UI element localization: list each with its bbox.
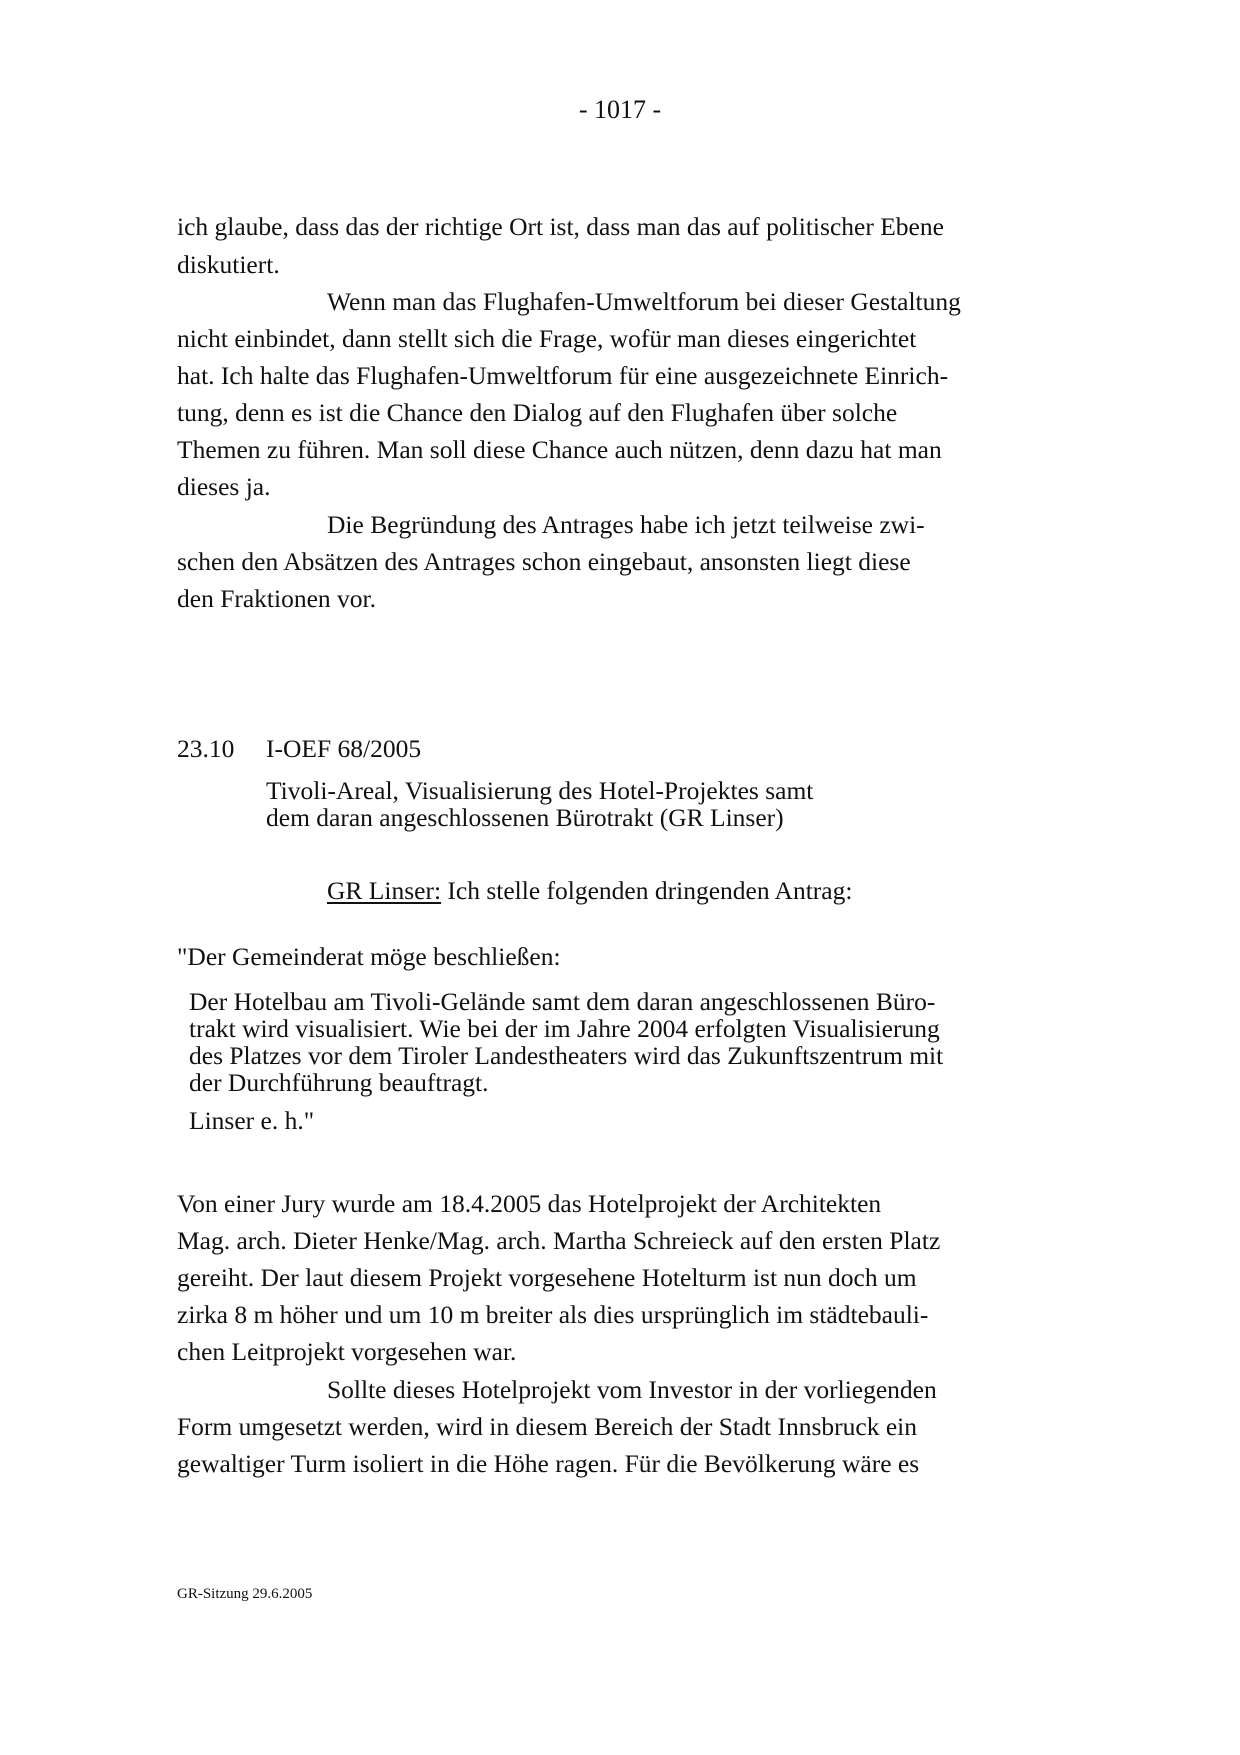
speaker-line [327,876,852,906]
agenda-item-number: 23.10 [177,734,235,763]
motion-line: der Durchführung beauftragt. [189,1068,489,1097]
text-line: dieses ja. [177,472,271,501]
text-line: Themen zu führen. Man soll diese Chance auch nützen, denn dazu hat man [177,435,942,464]
motion-signature: Linser e. h." [189,1106,315,1135]
page-footer: GR-Sitzung 29.6.2005 [177,1586,313,1602]
motion-line: trakt wird visualisiert. Wie bei der im Jahre 2004 erfolgten Visualisierung [189,1014,940,1043]
text-line: zirka 8 m höher und um 10 m breiter als dies ursprünglich im städtebauli- [177,1300,929,1329]
text-line: schen den Absätzen des Antrages schon eingebaut, ansonsten liegt diese [177,547,911,576]
text-line: Wenn man das Flughafen-Umweltforum bei dieser Gestaltung [327,287,961,316]
text-line: ich glaube, dass das der richtige Ort ist, dass man das auf politischer Ebene [177,212,944,241]
text-line: gewaltiger Turm isoliert in die Höhe ragen. Für die Bevölkerung wäre es [177,1449,920,1478]
motion-line: des Platzes vor dem Tiroler Landestheaters wird das Zukunftszentrum mit [189,1041,944,1070]
text-line: gereiht. Der laut diesem Projekt vorgesehene Hotelturm ist nun doch um [177,1263,917,1292]
text-line: Die Begründung des Antrages habe ich jetzt teilweise zwi- [327,510,925,539]
text-line: diskutiert. [177,250,280,279]
text-line: Sollte dieses Hotelprojekt vom Investor in der vorliegenden [327,1375,937,1404]
text-line: chen Leitprojekt vorgesehen war. [177,1337,517,1366]
agenda-item-title: dem daran angeschlossenen Bürotrakt (GR Linser) [266,803,784,832]
text-line: hat. Ich halte das Flughafen-Umweltforum für eine ausgezeichnete Einrich- [177,361,949,390]
page-number: - 1017 - [578,95,662,124]
text-line: nicht einbindet, dann stellt sich die Frage, wofür man dieses eingerichtet [177,324,917,353]
motion-line: Der Hotelbau am Tivoli-Gelände samt dem daran angeschlossenen Büro- [189,987,936,1016]
agenda-item-code: I-OEF 68/2005 [266,734,422,763]
agenda-item-title: Tivoli-Areal, Visualisierung des Hotel-Projektes samt [266,776,814,805]
text-line: Form umgesetzt werden, wird in diesem Bereich der Stadt Innsbruck ein [177,1412,918,1441]
text-line: den Fraktionen vor. [177,584,377,613]
speaker-name: GR Linser: [327,876,442,905]
text-line: Von einer Jury wurde am 18.4.2005 das Hotelprojekt der Architekten [177,1189,882,1218]
text-line: tung, denn es ist die Chance den Dialog auf den Flughafen über solche [177,398,898,427]
text-line: Mag. arch. Dieter Henke/Mag. arch. Martha Schreieck auf den ersten Platz [177,1226,941,1255]
motion-opening: "Der Gemeinderat möge beschließen: [177,942,561,971]
speaker-statement: Ich stelle folgenden dringenden Antrag: [441,876,853,905]
